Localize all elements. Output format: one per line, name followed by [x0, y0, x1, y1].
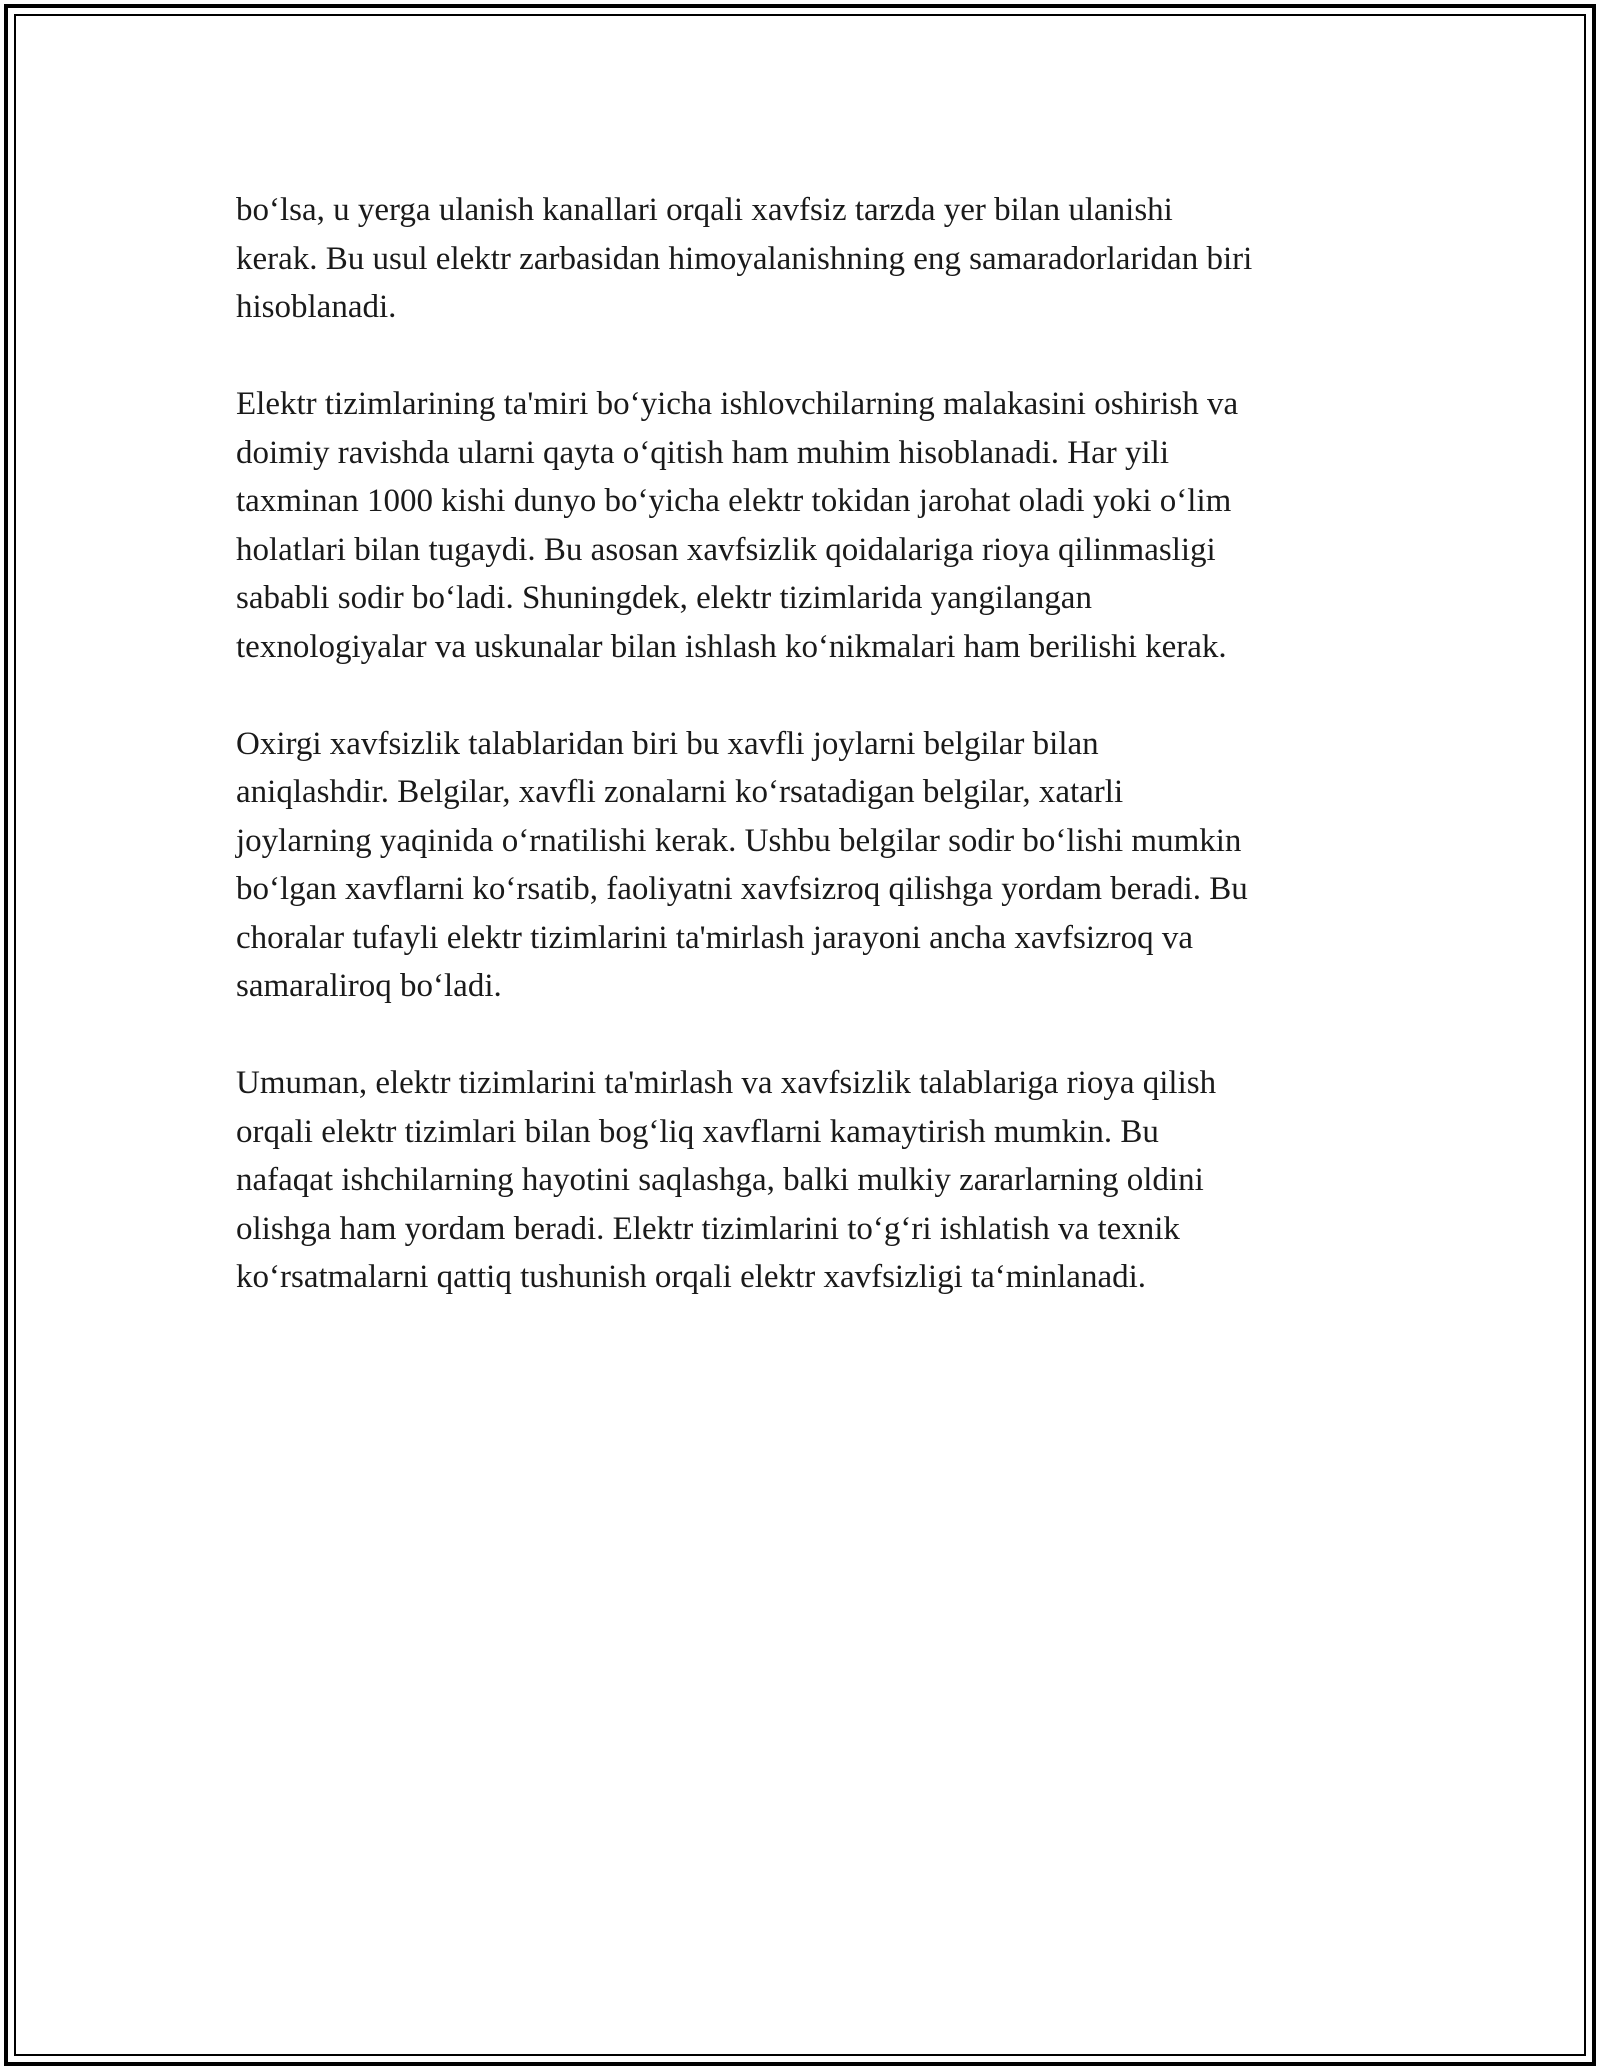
text-line: bo‘lgan xavflarni ko‘rsatib, faoliyatni xavfsizroq qilishga yordam beradi. Bu [236, 871, 1248, 907]
text-line: joylarning yaqinida o‘rnatilishi kerak. Ushbu belgilar sodir bo‘lishi mumkin [236, 822, 1242, 859]
paragraph-3 [236, 720, 1376, 1011]
text-line: nafaqat ishchilarning hayotini saqlashga, balki mulkiy zararlarning oldini [236, 1162, 1204, 1198]
text-line: doimiy ravishda ularni qayta o‘qitish ham muhim hisoblanadi. Har yili [236, 434, 1170, 471]
text-line: Umuman, elektr tizimlarini ta'mirlash va xavfsizlik talablariga rioya qilish [236, 1065, 1217, 1101]
text-line: ko‘rsatmalarni qattiq tushunish orqali elektr xavfsizligi ta‘minlanadi. [236, 1259, 1147, 1295]
text-line: aniqlashdir. Belgilar, xavfli zonalarni ko‘rsatadigan belgilar, xatarli [236, 774, 1124, 810]
text-line: sababli sodir bo‘ladi. Shuningdek, elektr tizimlarida yangilangan [236, 580, 1092, 616]
paragraph-1 [236, 186, 1376, 332]
text-line: Oxirgi xavfsizlik talablaridan biri bu xavfli joylarni belgilar bilan [236, 725, 1099, 762]
text-line: taxminan 1000 kishi dunyo bo‘yicha elektr tokidan jarohat oladi yoki o‘lim [236, 483, 1232, 519]
text-line: choralar tufayli elektr tizimlarini ta'mirlash jarayoni ancha xavfsizroq va [236, 919, 1194, 956]
text-line: bo‘lsa, u yerga ulanish kanallari orqali xavfsiz tarzda yer bilan ulanishi [236, 192, 1173, 228]
paragraph-4 [236, 1059, 1376, 1302]
text-line: kerak. Bu usul elektr zarbasidan himoyalanishning eng samaradorlaridan biri [236, 240, 1253, 277]
page-body [236, 186, 1376, 1350]
text-line: texnologiyalar va uskunalar bilan ishlash ko‘nikmalari ham berilishi kerak. [236, 628, 1227, 665]
text-line: hisoblanadi. [236, 289, 397, 325]
text-line: Elektr tizimlarining ta'miri bo‘yicha ishlovchilarning malakasini oshirish va [236, 386, 1239, 422]
text-line: olishga ham yordam beradi. Elektr tizimlarini to‘g‘ri ishlatish va texnik [236, 1210, 1180, 1247]
paragraph-2 [236, 380, 1376, 671]
text-line: orqali elektr tizimlari bilan bog‘liq xavflarni kamaytirish mumkin. Bu [236, 1113, 1159, 1150]
text-line: samaraliroq bo‘ladi. [236, 968, 502, 1004]
text-line: holatlari bilan tugaydi. Bu asosan xavfsizlik qoidalariga rioya qilinmasligi [236, 531, 1216, 568]
